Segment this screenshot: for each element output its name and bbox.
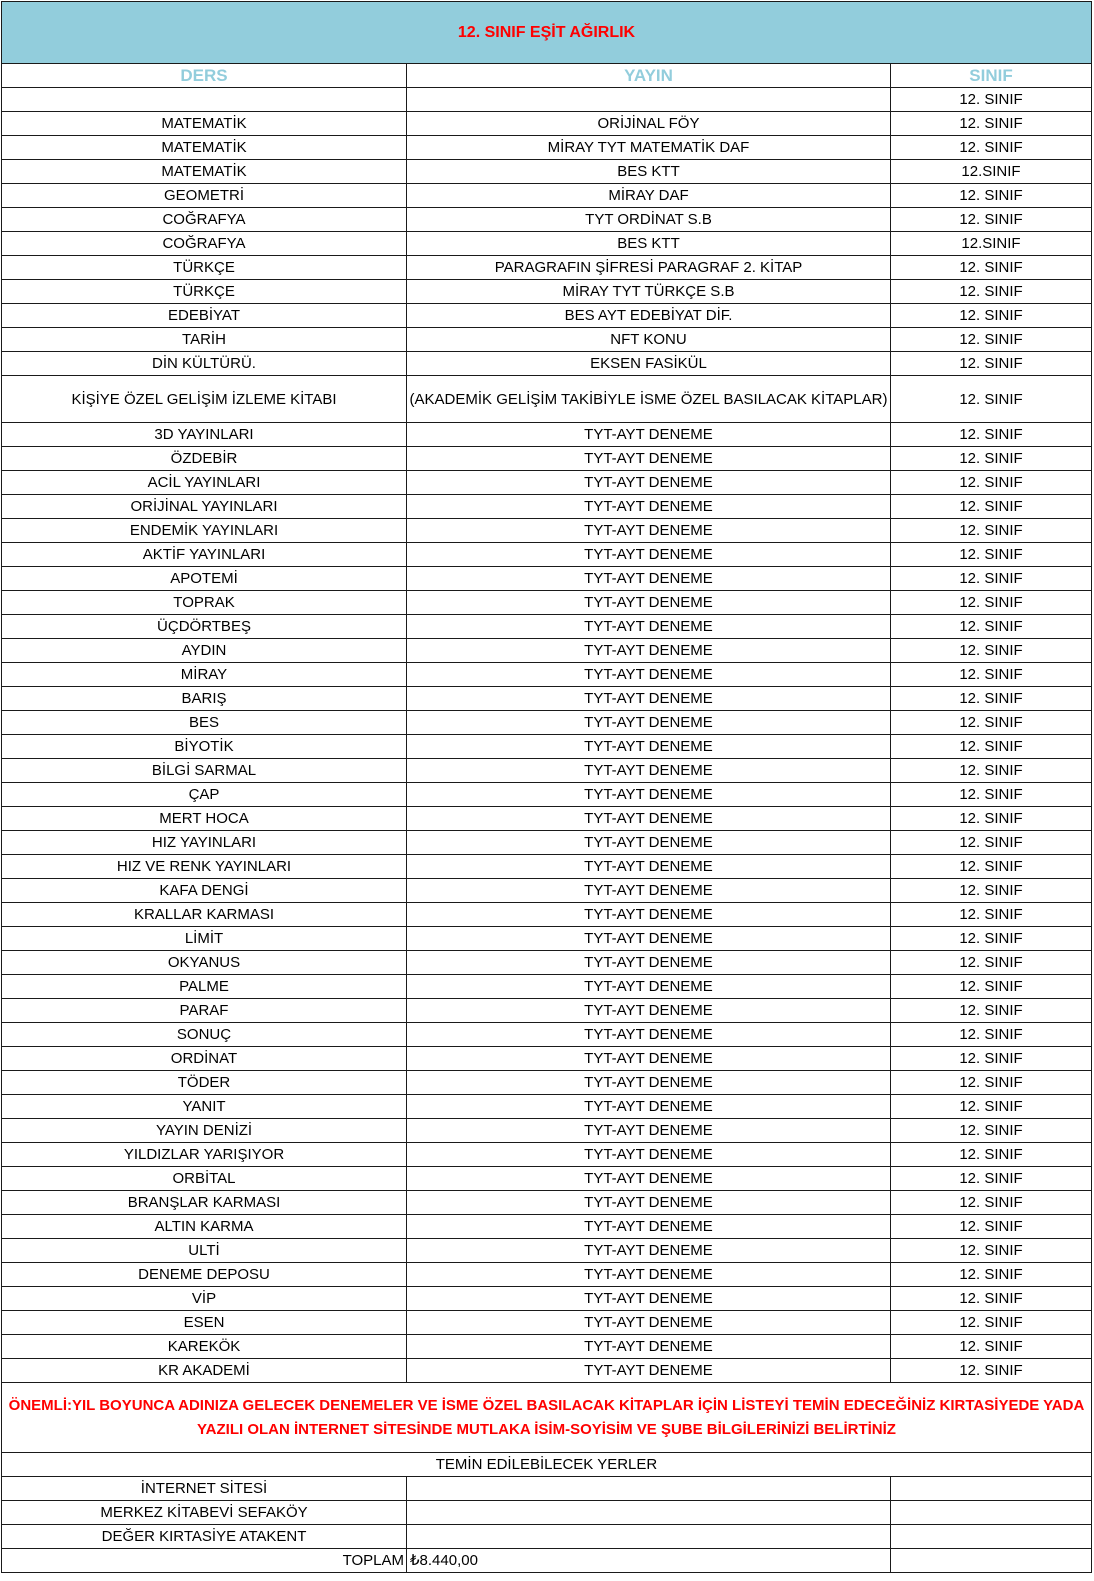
table-row (2, 927, 1092, 951)
cell-ders: SONUÇ (2, 1023, 407, 1047)
cell-yayin: MİRAY TYT MATEMATİK DAF (407, 136, 891, 160)
cell-ders: DENEME DEPOSU (2, 1263, 407, 1287)
table-row (2, 160, 1092, 184)
cell-sinif: 12. SINIF (891, 88, 1092, 112)
table-row (2, 376, 1092, 423)
table-row (2, 951, 1092, 975)
cell-sinif: 12. SINIF (891, 352, 1092, 376)
cell-yayin: TYT-AYT DENEME (407, 807, 891, 831)
cell-ders: ORDİNAT (2, 1047, 407, 1071)
cell-sinif: 12. SINIF (891, 1143, 1092, 1167)
cell-ders (2, 88, 407, 112)
book-list-table (1, 1, 1092, 1573)
cell-yayin: TYT-AYT DENEME (407, 519, 891, 543)
cell-yayin: TYT-AYT DENEME (407, 687, 891, 711)
cell-sinif: 12. SINIF (891, 1167, 1092, 1191)
cell-sinif: 12. SINIF (891, 927, 1092, 951)
table-row (2, 543, 1092, 567)
cell-ders: KAFA DENGİ (2, 879, 407, 903)
cell-ders: MİRAY (2, 663, 407, 687)
cell-ders: TOPRAK (2, 591, 407, 615)
source-row (2, 1525, 1092, 1549)
cell-sinif: 12. SINIF (891, 1335, 1092, 1359)
source-name: MERKEZ KİTABEVİ SEFAKÖY (2, 1501, 407, 1525)
cell-ders: PARAF (2, 999, 407, 1023)
cell-ders: HIZ YAYINLARI (2, 831, 407, 855)
cell-ders: YILDIZLAR YARIŞIYOR (2, 1143, 407, 1167)
cell-yayin: TYT-AYT DENEME (407, 903, 891, 927)
table-row (2, 88, 1092, 112)
table-row (2, 975, 1092, 999)
cell-yayin: TYT-AYT DENEME (407, 567, 891, 591)
cell-ders: BES (2, 711, 407, 735)
table-row (2, 1215, 1092, 1239)
cell-sinif: 12. SINIF (891, 807, 1092, 831)
sources-header: TEMİN EDİLEBİLECEK YERLER (2, 1453, 1092, 1477)
cell-ders: KR AKADEMİ (2, 1359, 407, 1383)
cell-sinif: 12. SINIF (891, 280, 1092, 304)
cell-sinif: 12. SINIF (891, 783, 1092, 807)
cell-ders: HIZ VE RENK YAYINLARI (2, 855, 407, 879)
cell-sinif: 12. SINIF (891, 1191, 1092, 1215)
note-row (2, 1383, 1092, 1453)
cell-sinif: 12. SINIF (891, 663, 1092, 687)
cell-yayin: TYT-AYT DENEME (407, 615, 891, 639)
table-row (2, 495, 1092, 519)
column-header-ders: DERS (2, 64, 407, 88)
cell-ders: ÜÇDÖRTBEŞ (2, 615, 407, 639)
cell-sinif: 12. SINIF (891, 903, 1092, 927)
cell-yayin: TYT-AYT DENEME (407, 1047, 891, 1071)
total-label: TOPLAM (2, 1549, 407, 1573)
cell-sinif: 12. SINIF (891, 495, 1092, 519)
cell-sinif: 12. SINIF (891, 208, 1092, 232)
table-row (2, 687, 1092, 711)
total-value: ₺8.440,00 (407, 1549, 891, 1573)
cell-ders: EDEBİYAT (2, 304, 407, 328)
cell-yayin: TYT-AYT DENEME (407, 471, 891, 495)
cell-ders: BİLGİ SARMAL (2, 759, 407, 783)
table-row (2, 735, 1092, 759)
cell-ders: KİŞİYE ÖZEL GELİŞİM İZLEME KİTABI (2, 376, 407, 423)
table-row (2, 759, 1092, 783)
cell-sinif: 12. SINIF (891, 447, 1092, 471)
cell-ders: LİMİT (2, 927, 407, 951)
cell-yayin: TYT-AYT DENEME (407, 999, 891, 1023)
cell-yayin: TYT-AYT DENEME (407, 927, 891, 951)
cell-sinif: 12. SINIF (891, 184, 1092, 208)
table-row (2, 1239, 1092, 1263)
source-empty-cell (891, 1525, 1092, 1549)
cell-yayin: TYT-AYT DENEME (407, 591, 891, 615)
sources-header-row (2, 1453, 1092, 1477)
source-empty-cell (407, 1501, 891, 1525)
column-header-sinif: SINIF (891, 64, 1092, 88)
table-row (2, 447, 1092, 471)
table-row (2, 1335, 1092, 1359)
table-row (2, 304, 1092, 328)
cell-yayin: TYT-AYT DENEME (407, 1095, 891, 1119)
table-row (2, 1191, 1092, 1215)
cell-ders: OKYANUS (2, 951, 407, 975)
cell-sinif: 12. SINIF (891, 1119, 1092, 1143)
cell-ders: ULTİ (2, 1239, 407, 1263)
page-title: 12. SINIF EŞİT AĞIRLIK (2, 2, 1092, 64)
cell-ders: ESEN (2, 1311, 407, 1335)
cell-sinif: 12. SINIF (891, 1263, 1092, 1287)
cell-sinif: 12.SINIF (891, 160, 1092, 184)
cell-yayin: TYT-AYT DENEME (407, 831, 891, 855)
cell-yayin: TYT-AYT DENEME (407, 447, 891, 471)
cell-sinif: 12. SINIF (891, 1047, 1092, 1071)
table-row (2, 831, 1092, 855)
cell-sinif: 12. SINIF (891, 975, 1092, 999)
cell-yayin: TYT-AYT DENEME (407, 639, 891, 663)
table-row (2, 519, 1092, 543)
cell-sinif: 12. SINIF (891, 1359, 1092, 1383)
cell-yayin: (AKADEMİK GELİŞİM TAKİBİYLE İSME ÖZEL BASILACAK KİTAPLAR) (407, 376, 891, 423)
cell-ders: PALME (2, 975, 407, 999)
cell-ders: TARİH (2, 328, 407, 352)
table-row (2, 807, 1092, 831)
cell-ders: 3D YAYINLARI (2, 423, 407, 447)
table-row (2, 1071, 1092, 1095)
table-row (2, 352, 1092, 376)
cell-yayin: TYT-AYT DENEME (407, 735, 891, 759)
cell-ders: ÇAP (2, 783, 407, 807)
table-row (2, 1047, 1092, 1071)
cell-ders: DİN KÜLTÜRÜ. (2, 352, 407, 376)
cell-yayin: BES KTT (407, 160, 891, 184)
cell-sinif: 12. SINIF (891, 1287, 1092, 1311)
cell-sinif: 12. SINIF (891, 615, 1092, 639)
table-row (2, 879, 1092, 903)
table-row (2, 855, 1092, 879)
cell-ders: COĞRAFYA (2, 232, 407, 256)
cell-ders: KAREKÖK (2, 1335, 407, 1359)
cell-yayin: TYT-AYT DENEME (407, 879, 891, 903)
table-row (2, 328, 1092, 352)
table-row (2, 783, 1092, 807)
table-row (2, 280, 1092, 304)
source-row (2, 1477, 1092, 1501)
table-row (2, 208, 1092, 232)
table-row (2, 567, 1092, 591)
table-row (2, 423, 1092, 447)
cell-yayin: TYT-AYT DENEME (407, 1023, 891, 1047)
cell-sinif: 12. SINIF (891, 1095, 1092, 1119)
cell-sinif: 12. SINIF (891, 735, 1092, 759)
table-body (2, 88, 1092, 1383)
cell-yayin: MİRAY DAF (407, 184, 891, 208)
cell-ders: YANIT (2, 1095, 407, 1119)
cell-ders: BRANŞLAR KARMASI (2, 1191, 407, 1215)
important-note: ÖNEMLİ:YIL BOYUNCA ADINIZA GELECEK DENEMELER VE İSME ÖZEL BASILACAK KİTAPLAR İÇİN LİSTEYİ TEMİN EDECEĞİNİZ KIRTASİYEDE YADA YAZILI OLAN İNTERNET SİTESİNDE MUTLAKA İSİM-SOYİSİM VE ŞUBE BİLGİLERİNİZİ BELİRTİNİZ (2, 1383, 1092, 1453)
cell-sinif: 12. SINIF (891, 567, 1092, 591)
cell-sinif: 12. SINIF (891, 1311, 1092, 1335)
table-row (2, 1263, 1092, 1287)
cell-yayin: TYT-AYT DENEME (407, 423, 891, 447)
table-row (2, 1311, 1092, 1335)
cell-yayin: TYT-AYT DENEME (407, 495, 891, 519)
cell-ders: ÖZDEBİR (2, 447, 407, 471)
cell-sinif: 12. SINIF (891, 591, 1092, 615)
cell-yayin: TYT-AYT DENEME (407, 1359, 891, 1383)
cell-sinif: 12. SINIF (891, 471, 1092, 495)
cell-yayin: TYT-AYT DENEME (407, 1191, 891, 1215)
table-row (2, 184, 1092, 208)
cell-yayin: TYT-AYT DENEME (407, 951, 891, 975)
cell-ders: TÖDER (2, 1071, 407, 1095)
table-row (2, 256, 1092, 280)
table-row (2, 112, 1092, 136)
cell-sinif: 12. SINIF (891, 999, 1092, 1023)
cell-yayin: BES AYT EDEBİYAT DİF. (407, 304, 891, 328)
table-row (2, 591, 1092, 615)
cell-sinif: 12. SINIF (891, 1239, 1092, 1263)
cell-yayin: TYT-AYT DENEME (407, 543, 891, 567)
cell-ders: VİP (2, 1287, 407, 1311)
cell-yayin: TYT ORDİNAT S.B (407, 208, 891, 232)
cell-sinif: 12. SINIF (891, 304, 1092, 328)
cell-ders: TÜRKÇE (2, 256, 407, 280)
cell-yayin: PARAGRAFIN ŞİFRESİ PARAGRAF 2. KİTAP (407, 256, 891, 280)
table-row (2, 471, 1092, 495)
cell-yayin: TYT-AYT DENEME (407, 1263, 891, 1287)
cell-sinif: 12.SINIF (891, 232, 1092, 256)
total-row (2, 1549, 1092, 1573)
source-empty-cell (407, 1477, 891, 1501)
cell-sinif: 12. SINIF (891, 136, 1092, 160)
table-row (2, 663, 1092, 687)
cell-ders: ACİL YAYINLARI (2, 471, 407, 495)
table-row (2, 1143, 1092, 1167)
cell-yayin: TYT-AYT DENEME (407, 855, 891, 879)
cell-sinif: 12. SINIF (891, 831, 1092, 855)
cell-yayin: MİRAY TYT TÜRKÇE S.B (407, 280, 891, 304)
table-row (2, 1023, 1092, 1047)
cell-sinif: 12. SINIF (891, 687, 1092, 711)
cell-yayin: TYT-AYT DENEME (407, 1239, 891, 1263)
cell-sinif: 12. SINIF (891, 519, 1092, 543)
cell-yayin: TYT-AYT DENEME (407, 975, 891, 999)
header-row (2, 64, 1092, 88)
cell-ders: AYDIN (2, 639, 407, 663)
cell-yayin: TYT-AYT DENEME (407, 1335, 891, 1359)
cell-ders: AKTİF YAYINLARI (2, 543, 407, 567)
source-empty-cell (891, 1477, 1092, 1501)
cell-yayin: BES KTT (407, 232, 891, 256)
source-name: DEĞER KIRTASİYE ATAKENT (2, 1525, 407, 1549)
cell-ders: YAYIN DENİZİ (2, 1119, 407, 1143)
cell-ders: MATEMATİK (2, 112, 407, 136)
cell-ders: KRALLAR KARMASI (2, 903, 407, 927)
table-row (2, 1119, 1092, 1143)
table-row (2, 615, 1092, 639)
table-row (2, 1167, 1092, 1191)
cell-yayin: TYT-AYT DENEME (407, 1311, 891, 1335)
total-empty-cell (891, 1549, 1092, 1573)
cell-yayin: TYT-AYT DENEME (407, 1215, 891, 1239)
cell-sinif: 12. SINIF (891, 1215, 1092, 1239)
cell-ders: ORİJİNAL YAYINLARI (2, 495, 407, 519)
cell-yayin: TYT-AYT DENEME (407, 1287, 891, 1311)
table-row (2, 1359, 1092, 1383)
table-row (2, 232, 1092, 256)
cell-sinif: 12. SINIF (891, 1071, 1092, 1095)
cell-sinif: 12. SINIF (891, 759, 1092, 783)
cell-yayin: TYT-AYT DENEME (407, 711, 891, 735)
cell-sinif: 12. SINIF (891, 423, 1092, 447)
cell-ders: APOTEMİ (2, 567, 407, 591)
source-row (2, 1501, 1092, 1525)
column-header-yayin: YAYIN (407, 64, 891, 88)
cell-sinif: 12. SINIF (891, 328, 1092, 352)
table-row (2, 1287, 1092, 1311)
cell-ders: BİYOTİK (2, 735, 407, 759)
cell-ders: ENDEMİK YAYINLARI (2, 519, 407, 543)
source-name: İNTERNET SİTESİ (2, 1477, 407, 1501)
cell-yayin (407, 88, 891, 112)
cell-sinif: 12. SINIF (891, 112, 1092, 136)
table-row (2, 136, 1092, 160)
cell-ders: BARIŞ (2, 687, 407, 711)
title-row (2, 2, 1092, 64)
cell-sinif: 12. SINIF (891, 879, 1092, 903)
table-row (2, 639, 1092, 663)
cell-ders: ALTIN KARMA (2, 1215, 407, 1239)
source-empty-cell (891, 1501, 1092, 1525)
cell-yayin: ORİJİNAL FÖY (407, 112, 891, 136)
cell-yayin: NFT KONU (407, 328, 891, 352)
cell-yayin: TYT-AYT DENEME (407, 1167, 891, 1191)
cell-sinif: 12. SINIF (891, 1023, 1092, 1047)
cell-sinif: 12. SINIF (891, 711, 1092, 735)
cell-sinif: 12. SINIF (891, 376, 1092, 423)
cell-yayin: TYT-AYT DENEME (407, 1143, 891, 1167)
cell-ders: MERT HOCA (2, 807, 407, 831)
cell-ders: MATEMATİK (2, 160, 407, 184)
cell-sinif: 12. SINIF (891, 543, 1092, 567)
table-row (2, 711, 1092, 735)
cell-sinif: 12. SINIF (891, 951, 1092, 975)
cell-yayin: TYT-AYT DENEME (407, 783, 891, 807)
cell-ders: TÜRKÇE (2, 280, 407, 304)
table-row (2, 903, 1092, 927)
cell-ders: MATEMATİK (2, 136, 407, 160)
cell-sinif: 12. SINIF (891, 256, 1092, 280)
cell-yayin: EKSEN FASİKÜL (407, 352, 891, 376)
cell-yayin: TYT-AYT DENEME (407, 1119, 891, 1143)
cell-yayin: TYT-AYT DENEME (407, 663, 891, 687)
cell-sinif: 12. SINIF (891, 855, 1092, 879)
source-empty-cell (407, 1525, 891, 1549)
cell-ders: ORBİTAL (2, 1167, 407, 1191)
cell-ders: COĞRAFYA (2, 208, 407, 232)
cell-yayin: TYT-AYT DENEME (407, 1071, 891, 1095)
table-row (2, 1095, 1092, 1119)
cell-yayin: TYT-AYT DENEME (407, 759, 891, 783)
cell-sinif: 12. SINIF (891, 639, 1092, 663)
cell-ders: GEOMETRİ (2, 184, 407, 208)
table-row (2, 999, 1092, 1023)
